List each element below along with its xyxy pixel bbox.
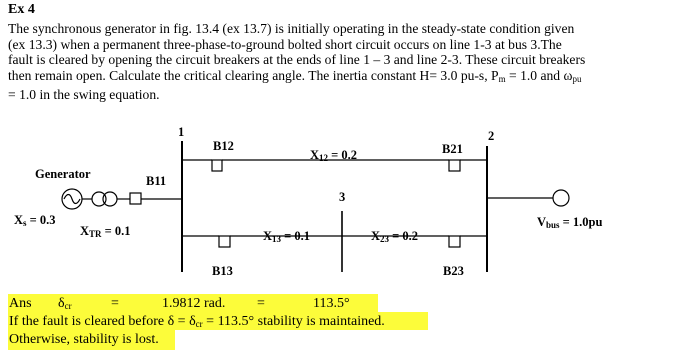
b21-label: B21: [442, 142, 463, 156]
xtr-symbol: X: [80, 224, 90, 238]
vbus-value: = 1.0pu: [559, 215, 603, 229]
answer-delta: [58, 296, 72, 312]
pm-subscript: m: [498, 73, 506, 84]
answer-line-3: Otherwise, stability is lost.: [9, 332, 159, 347]
answer-radians: 1.9812 rad.: [162, 296, 226, 311]
problem-line-4-mid: = 1.0 and ω: [509, 67, 573, 83]
answer-equals-1: =: [111, 296, 119, 311]
x23-subscript: 23: [380, 234, 390, 244]
xs-subscript: s: [23, 218, 27, 228]
generator-wave: [64, 195, 80, 204]
xtr-label: [80, 224, 131, 239]
x12-value: = 0.2: [328, 148, 358, 162]
transformer-icon-right: [103, 192, 117, 206]
breaker-b23: [449, 236, 460, 247]
answer-line-2-subscript: cr: [195, 319, 203, 329]
answer-line-2-tail: = 113.5° stability is maintained.: [202, 314, 385, 329]
transformer-icon-left: [92, 192, 106, 206]
x23-value: = 0.2: [389, 229, 419, 243]
x13-symbol: X: [263, 229, 273, 243]
x12-subscript: 12: [319, 153, 329, 163]
xtr-subscript: TR: [89, 229, 102, 239]
vbus-symbol: V: [537, 215, 547, 229]
b12-label: B12: [213, 139, 234, 153]
answer-equals-2: =: [257, 296, 265, 311]
b11-label: B11: [146, 174, 167, 188]
x23-label: [371, 229, 418, 244]
answer-line-2: [9, 314, 385, 330]
x13-label: [263, 229, 310, 244]
x13-value: = 0.1: [281, 229, 311, 243]
breaker-b12: [212, 160, 222, 171]
x12-symbol: X: [310, 148, 320, 162]
x23-symbol: X: [371, 229, 381, 243]
omega-subscript: pu: [572, 73, 582, 84]
problem-title: Ex 4: [8, 2, 35, 17]
vbus-subscript: bus: [546, 220, 560, 230]
answer-degrees: 113.5°: [313, 296, 350, 311]
problem-line-5: = 1.0 in the swing equation.: [8, 87, 160, 103]
b13-label: B13: [212, 264, 233, 278]
delta-subscript: cr: [64, 301, 72, 311]
bus1-label: 1: [178, 125, 185, 139]
breaker-b13: [219, 236, 230, 247]
infinite-bus-icon: [553, 190, 569, 206]
answer-line-2-text: If the fault is cleared before δ = δ: [9, 314, 196, 329]
problem-line-1: The synchronous generator in fig. 13.4 (ex 13.7) is initially operating in the steady-state condition given: [8, 21, 575, 36]
breaker-b21: [449, 160, 460, 171]
breaker-b11: [130, 193, 141, 204]
answer-ans-label: Ans: [9, 296, 32, 311]
generator-label: Generator: [35, 167, 91, 181]
x13-subscript: 13: [272, 234, 282, 244]
problem-line-4-text: then remain open. Calculate the critical clearing angle. The inertia constant H= 3.0 pu-s, P: [8, 67, 499, 83]
xs-symbol: X: [14, 213, 24, 227]
vbus-label: [537, 215, 602, 230]
problem-line-2: (ex 13.3) when a permanent three-phase-to-ground bolted short circuit occurs on line 1-3 at bus 3.The: [8, 36, 562, 52]
b23-label: B23: [443, 264, 464, 278]
bus3-label: 3: [339, 190, 346, 204]
x12-label: [310, 148, 357, 163]
xs-value: = 0.3: [26, 213, 56, 227]
xs-label: [14, 213, 56, 228]
problem-line-3: fault is cleared by opening the circuit breakers at the ends of line 1 – 3 and line 2-3. These circuit breakers: [8, 52, 586, 68]
bus2-label: 2: [488, 129, 495, 143]
xtr-value: = 0.1: [101, 224, 131, 238]
delta-symbol: δ: [58, 296, 65, 311]
